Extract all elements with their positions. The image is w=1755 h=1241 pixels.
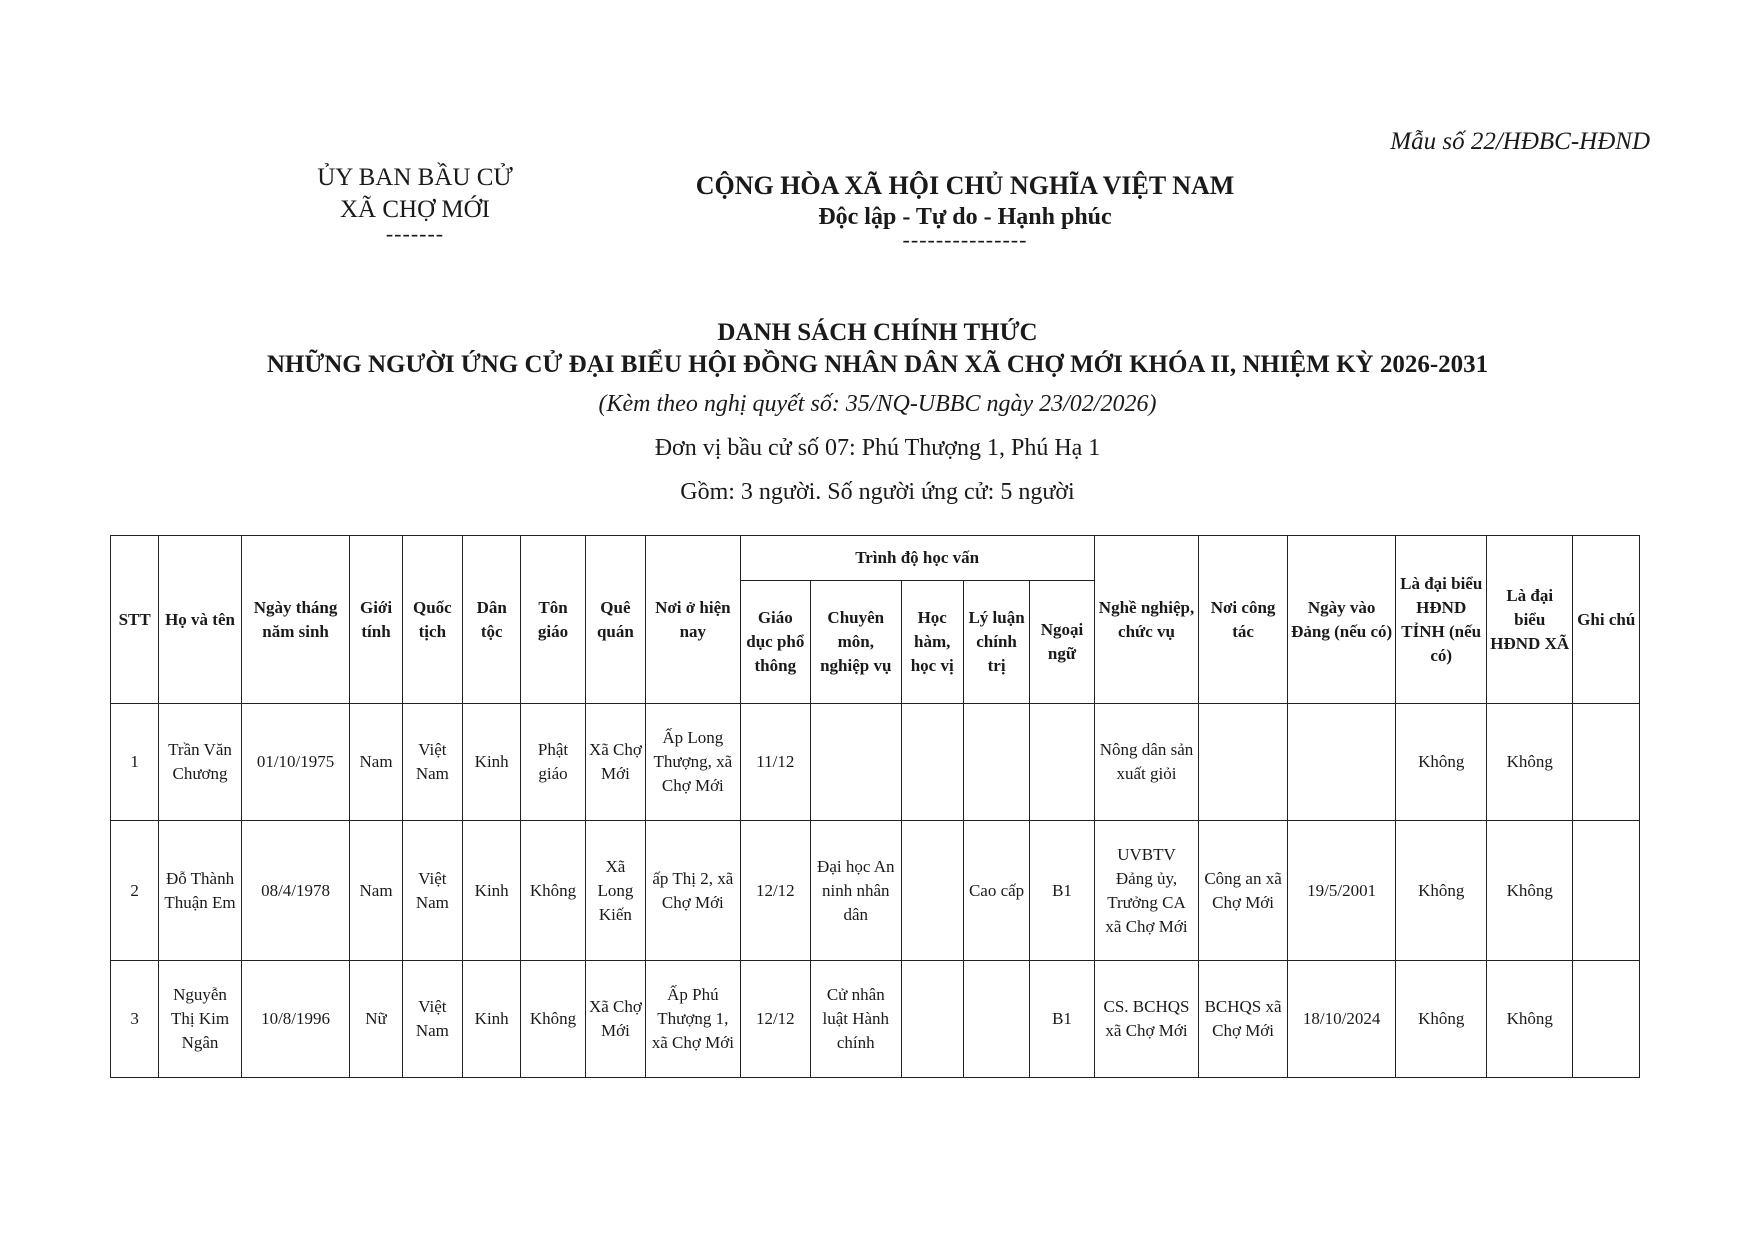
issuing-authority (255, 162, 575, 246)
header-provincial-delegate: Là đại biểu HĐND TỈNH (nếu có) (1396, 536, 1487, 704)
cell-occupation: CS. BCHQS xã Chợ Mới (1094, 961, 1199, 1078)
electoral-unit: Đơn vị bầu cử số 07: Phú Thượng 1, Phú Hạ 1 (654, 435, 1101, 461)
cell-general-edu: 11/12 (740, 704, 810, 821)
cell-nationality: Việt Nam (402, 961, 462, 1078)
cell-dob: 10/8/1996 (241, 961, 350, 1078)
header-party-date: Ngày vào Đảng (nếu có) (1287, 536, 1396, 704)
authority-divider: ------- (385, 221, 445, 246)
cell-dob: 01/10/1975 (241, 704, 350, 821)
cell-religion: Phật giáo (521, 704, 585, 821)
table-row (111, 961, 1640, 1078)
cell-language: B1 (1030, 821, 1094, 961)
cell-ethnicity: Kinh (463, 961, 521, 1078)
cell-provincial-delegate: Không (1396, 821, 1487, 961)
cell-hometown: Xã Chợ Mới (585, 704, 645, 821)
header-name: Họ và tên (159, 536, 241, 704)
cell-nationality: Việt Nam (402, 821, 462, 961)
cell-provincial-delegate: Không (1396, 961, 1487, 1078)
cell-residence: ấp Thị 2, xã Chợ Mới (646, 821, 741, 961)
cell-dob: 08/4/1978 (241, 821, 350, 961)
cell-nationality: Việt Nam (402, 704, 462, 821)
country-name: CỘNG HÒA XÃ HỘI CHỦ NGHĨA VIỆT NAM (695, 171, 1235, 200)
cell-occupation: UVBTV Đảng ủy, Trưởng CA xã Chợ Mới (1094, 821, 1199, 961)
authority-line-2: XÃ CHỢ MỚI (340, 196, 490, 223)
header-education-group: Trình độ học vấn (740, 536, 1094, 581)
cell-political: Cao cấp (963, 821, 1029, 961)
header-stt: STT (111, 536, 159, 704)
cell-note (1573, 704, 1640, 821)
header-commune-delegate: Là đại biểu HĐND XÃ (1486, 536, 1573, 704)
cell-party-date (1287, 704, 1396, 821)
cell-language: B1 (1030, 961, 1094, 1078)
cell-residence: Ấp Phú Thượng 1, xã Chợ Mới (646, 961, 741, 1078)
authority-line-1: ỦY BAN BẦU CỬ (317, 164, 513, 191)
cell-party-date: 19/5/2001 (1287, 821, 1396, 961)
table-row (111, 821, 1640, 961)
cell-ethnicity: Kinh (463, 704, 521, 821)
cell-commune-delegate: Không (1486, 704, 1573, 821)
cell-note (1573, 961, 1640, 1078)
header-nationality: Quốc tịch (402, 536, 462, 704)
resolution-reference: (Kèm theo nghị quyết số: 35/NQ-UBBC ngày 23/02/2026) (598, 391, 1157, 417)
header-gender: Giới tính (350, 536, 402, 704)
document-title (100, 318, 1655, 514)
cell-degree (901, 704, 963, 821)
cell-political (963, 961, 1029, 1078)
cell-language (1030, 704, 1094, 821)
header-hometown: Quê quán (585, 536, 645, 704)
cell-degree (901, 821, 963, 961)
cell-name: Trần Văn Chương (159, 704, 241, 821)
cell-hometown: Xã Chợ Mới (585, 961, 645, 1078)
cell-political (963, 704, 1029, 821)
header-workplace: Nơi công tác (1199, 536, 1288, 704)
cell-workplace: Công an xã Chợ Mới (1199, 821, 1288, 961)
seat-count: Gồm: 3 người. Số người ứng cử: 5 người (680, 479, 1075, 505)
cell-workplace (1199, 704, 1288, 821)
header-degree: Học hàm, học vị (901, 581, 963, 704)
motto-divider: --------------- (902, 227, 1028, 252)
header-occupation: Nghề nghiệp, chức vụ (1094, 536, 1199, 704)
form-number: Mẫu số 22/HĐBC-HĐND (1390, 128, 1650, 155)
header-note: Ghi chú (1573, 536, 1640, 704)
cell-stt: 1 (111, 704, 159, 821)
cell-occupation: Nông dân sản xuất giỏi (1094, 704, 1199, 821)
cell-stt: 2 (111, 821, 159, 961)
table-row (111, 704, 1640, 821)
cell-general-edu: 12/12 (740, 821, 810, 961)
cell-workplace: BCHQS xã Chợ Mới (1199, 961, 1288, 1078)
header-language: Ngoại ngữ (1030, 581, 1094, 704)
cell-name: Đỗ Thành Thuận Em (159, 821, 241, 961)
cell-specialty: Đại học An ninh nhân dân (811, 821, 902, 961)
header-ethnicity: Dân tộc (463, 536, 521, 704)
cell-religion: Không (521, 961, 585, 1078)
candidate-table (110, 535, 1640, 1078)
cell-gender: Nữ (350, 961, 402, 1078)
cell-note (1573, 821, 1640, 961)
header-residence: Nơi ở hiện nay (646, 536, 741, 704)
cell-name: Nguyễn Thị Kim Ngân (159, 961, 241, 1078)
cell-general-edu: 12/12 (740, 961, 810, 1078)
national-motto (660, 170, 1270, 252)
header-religion: Tôn giáo (521, 536, 585, 704)
cell-gender: Nam (350, 821, 402, 961)
cell-stt: 3 (111, 961, 159, 1078)
cell-specialty (811, 704, 902, 821)
cell-hometown: Xã Long Kiến (585, 821, 645, 961)
cell-provincial-delegate: Không (1396, 704, 1487, 821)
cell-degree (901, 961, 963, 1078)
cell-residence: Ấp Long Thượng, xã Chợ Mới (646, 704, 741, 821)
cell-gender: Nam (350, 704, 402, 821)
header-general-edu: Giáo dục phổ thông (740, 581, 810, 704)
cell-commune-delegate: Không (1486, 961, 1573, 1078)
cell-ethnicity: Kinh (463, 821, 521, 961)
cell-specialty: Cử nhân luật Hành chính (811, 961, 902, 1078)
motto: Độc lập - Tự do - Hạnh phúc (818, 204, 1112, 230)
cell-party-date: 18/10/2024 (1287, 961, 1396, 1078)
title-line-2: NHỮNG NGƯỜI ỨNG CỬ ĐẠI BIỂU HỘI ĐỒNG NHÂN DÂN XÃ CHỢ MỚI KHÓA II, NHIỆM KỲ 2026-2031 (266, 351, 1489, 378)
cell-commune-delegate: Không (1486, 821, 1573, 961)
header-specialty: Chuyên môn, nghiệp vụ (811, 581, 902, 704)
header-dob: Ngày tháng năm sinh (241, 536, 350, 704)
title-line-1: DANH SÁCH CHÍNH THỨC (717, 319, 1038, 346)
cell-religion: Không (521, 821, 585, 961)
header-political: Lý luận chính trị (963, 581, 1029, 704)
